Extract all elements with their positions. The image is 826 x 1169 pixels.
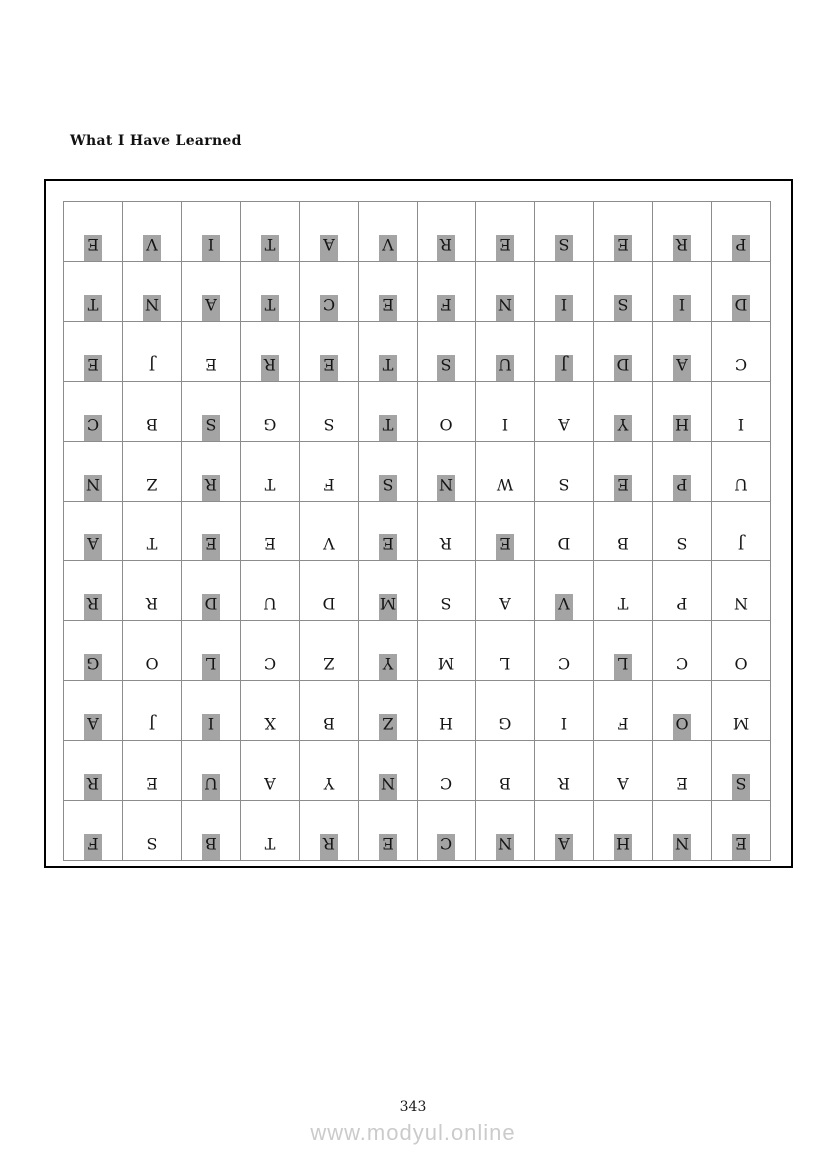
grid-cell — [594, 322, 653, 382]
grid-cell — [535, 681, 594, 741]
grid-letter: S — [379, 475, 397, 501]
grid-letter: E — [614, 235, 632, 261]
grid-row — [64, 741, 771, 801]
grid-letter: C — [263, 654, 276, 674]
grid-cell — [359, 322, 418, 382]
grid-cell — [300, 561, 359, 621]
grid-cell — [359, 382, 418, 442]
grid-cell — [594, 561, 653, 621]
grid-letter: N — [84, 475, 102, 501]
grid-cell — [476, 621, 535, 681]
grid-letter: C — [440, 774, 453, 794]
grid-cell — [300, 202, 359, 262]
grid-letter: T — [617, 594, 629, 614]
grid-cell — [535, 502, 594, 562]
grid-cell — [123, 202, 182, 262]
grid-cell — [64, 561, 123, 621]
grid-letter: N — [734, 594, 749, 614]
grid-cell — [653, 502, 712, 562]
grid-letter: R — [320, 834, 338, 860]
grid-cell — [653, 801, 712, 861]
grid-cell — [594, 382, 653, 442]
grid-letter: T — [84, 295, 102, 321]
grid-letter: S — [441, 594, 452, 614]
grid-cell — [712, 442, 771, 502]
grid-cell — [418, 561, 477, 621]
grid-letter: Z — [379, 714, 397, 740]
grid-letter: E — [496, 235, 514, 261]
grid-cell — [712, 741, 771, 801]
grid-letter: I — [555, 295, 573, 321]
grid-cell — [123, 262, 182, 322]
grid-letter: H — [673, 415, 691, 441]
grid-cell — [653, 262, 712, 322]
grid-letter: A — [263, 774, 276, 794]
grid-cell — [535, 741, 594, 801]
grid-cell — [418, 322, 477, 382]
grid-cell — [476, 262, 535, 322]
grid-cell — [418, 202, 477, 262]
grid-cell — [123, 801, 182, 861]
grid-letter: C — [437, 834, 455, 860]
grid-cell — [653, 442, 712, 502]
grid-cell — [241, 741, 300, 801]
grid-cell — [535, 561, 594, 621]
grid-letter: E — [732, 834, 750, 860]
grid-letter: O — [673, 714, 691, 740]
grid-letter: T — [379, 355, 397, 381]
grid-cell — [182, 561, 241, 621]
grid-cell — [123, 681, 182, 741]
grid-cell — [712, 262, 771, 322]
grid-cell — [594, 262, 653, 322]
grid-letter: R — [84, 594, 102, 620]
grid-cell — [476, 502, 535, 562]
grid-letter: O — [439, 414, 454, 434]
grid-cell — [241, 681, 300, 741]
grid-cell — [182, 382, 241, 442]
grid-cell — [300, 801, 359, 861]
grid-letter: S — [323, 414, 335, 434]
grid-cell — [476, 681, 535, 741]
grid-letter: R — [440, 534, 453, 554]
grid-letter: S — [437, 355, 455, 381]
grid-letter: B — [202, 834, 220, 860]
grid-cell — [535, 262, 594, 322]
grid-cell — [712, 681, 771, 741]
grid-cell — [712, 202, 771, 262]
grid-cell — [300, 621, 359, 681]
grid-letter: U — [262, 594, 277, 614]
grid-letter: A — [558, 414, 571, 434]
grid-cell — [300, 382, 359, 442]
grid-letter: Y — [379, 654, 397, 680]
grid-cell — [418, 741, 477, 801]
grid-row — [64, 621, 771, 681]
grid-letter: S — [555, 235, 573, 261]
grid-cell — [359, 442, 418, 502]
grid-letter: T — [264, 833, 276, 853]
grid-letter: D — [322, 594, 336, 614]
grid-letter: N — [673, 834, 691, 860]
grid-cell — [535, 382, 594, 442]
grid-cell — [359, 202, 418, 262]
grid-cell — [359, 801, 418, 861]
grid-cell — [712, 502, 771, 562]
grid-letter: N — [379, 774, 397, 800]
grid-cell — [594, 741, 653, 801]
grid-letter: N — [496, 834, 514, 860]
grid-letter: C — [320, 295, 338, 321]
grid-cell — [594, 202, 653, 262]
grid-row — [64, 561, 771, 621]
grid-cell — [64, 322, 123, 382]
grid-cell — [182, 681, 241, 741]
page-number: 343 — [399, 1099, 427, 1115]
grid-cell — [418, 502, 477, 562]
grid-cell — [300, 502, 359, 562]
grid-letter: A — [84, 534, 102, 560]
grid-letter: A — [617, 774, 630, 794]
grid-cell — [712, 561, 771, 621]
grid-cell — [182, 741, 241, 801]
grid-cell — [241, 442, 300, 502]
grid-cell — [182, 322, 241, 382]
grid-letter: W — [497, 474, 514, 494]
grid-cell — [476, 741, 535, 801]
grid-cell — [300, 442, 359, 502]
grid-letter: D — [202, 594, 220, 620]
grid-cell — [64, 741, 123, 801]
grid-letter: U — [734, 474, 748, 494]
grid-letter: J — [148, 714, 156, 734]
grid-letter: E — [614, 475, 632, 501]
grid-letter: G — [84, 654, 102, 680]
grid-cell — [64, 442, 123, 502]
grid-cell — [418, 262, 477, 322]
grid-cell — [241, 801, 300, 861]
grid-cell — [476, 382, 535, 442]
grid-cell — [535, 442, 594, 502]
grid-cell — [418, 442, 477, 502]
grid-letter: M — [438, 654, 455, 674]
grid-cell — [653, 621, 712, 681]
grid-letter: E — [263, 534, 276, 554]
grid-letter: A — [555, 834, 573, 860]
grid-cell — [64, 681, 123, 741]
grid-letter: R — [84, 774, 102, 800]
grid-letter: U — [496, 355, 514, 381]
grid-row — [64, 502, 771, 562]
grid-letter: N — [143, 295, 161, 321]
page-title: What I Have Learned — [70, 133, 242, 149]
grid-cell — [182, 502, 241, 562]
grid-letter: N — [437, 475, 455, 501]
grid-letter: A — [320, 235, 338, 261]
grid-row — [64, 202, 771, 262]
grid-cell — [123, 621, 182, 681]
grid-letter: C — [676, 654, 689, 674]
grid-letter: A — [84, 714, 102, 740]
grid-cell — [241, 322, 300, 382]
grid-cell — [653, 202, 712, 262]
grid-cell — [712, 322, 771, 382]
grid-letter: E — [146, 774, 158, 794]
grid-cell — [241, 202, 300, 262]
grid-cell — [653, 561, 712, 621]
grid-letter: D — [614, 355, 632, 381]
grid-cell — [182, 442, 241, 502]
grid-row — [64, 442, 771, 502]
grid-row — [64, 382, 771, 442]
grid-letter: Z — [323, 654, 335, 674]
grid-cell — [123, 382, 182, 442]
grid-cell — [653, 382, 712, 442]
grid-cell — [300, 681, 359, 741]
grid-letter: F — [323, 474, 335, 494]
grid-letter: R — [437, 235, 455, 261]
grid-cell — [476, 442, 535, 502]
grid-cell — [476, 801, 535, 861]
grid-letter: M — [732, 714, 750, 734]
grid-letter: R — [558, 774, 571, 794]
grid-letter: B — [499, 774, 512, 794]
grid-cell — [64, 382, 123, 442]
grid-cell — [241, 382, 300, 442]
grid-letter: E — [379, 534, 397, 560]
grid-letter: A — [673, 355, 691, 381]
grid-cell — [594, 442, 653, 502]
grid-letter: E — [84, 235, 102, 261]
grid-letter: V — [322, 534, 335, 554]
grid-letter: U — [202, 774, 220, 800]
grid-cell — [64, 202, 123, 262]
grid-cell — [64, 621, 123, 681]
grid-cell — [300, 322, 359, 382]
grid-letter: T — [261, 235, 279, 261]
grid-letter: V — [555, 594, 573, 620]
grid-letter: E — [84, 355, 102, 381]
grid-cell — [123, 502, 182, 562]
grid-letter: L — [500, 654, 511, 674]
grid-letter: O — [734, 654, 748, 674]
grid-cell — [712, 801, 771, 861]
grid-letter: G — [499, 714, 512, 734]
grid-cell — [476, 561, 535, 621]
grid-letter: L — [614, 654, 632, 680]
grid-letter: H — [439, 714, 454, 734]
grid-letter: I — [673, 295, 691, 321]
grid-cell — [241, 262, 300, 322]
grid-letter: X — [264, 714, 276, 734]
grid-letter: E — [204, 354, 217, 374]
grid-letter: E — [676, 774, 689, 794]
grid-letter: C — [84, 415, 102, 441]
grid-letter: A — [202, 295, 220, 321]
grid-cell — [64, 801, 123, 861]
grid-row — [64, 322, 771, 382]
grid-letter: E — [496, 534, 514, 560]
grid-cell — [418, 801, 477, 861]
grid-cell — [64, 502, 123, 562]
grid-letter: I — [202, 714, 220, 740]
grid-letter: V — [379, 235, 397, 261]
grid-letter: Z — [146, 474, 158, 494]
grid-cell — [418, 382, 477, 442]
grid-cell — [300, 741, 359, 801]
grid-letter: Y — [614, 415, 632, 441]
grid-letter: B — [617, 534, 630, 554]
grid-cell — [418, 621, 477, 681]
grid-letter: T — [264, 474, 276, 494]
grid-cell — [241, 502, 300, 562]
grid-letter: E — [202, 534, 220, 560]
grid-cell — [182, 621, 241, 681]
grid-cell — [476, 202, 535, 262]
grid-letter: S — [614, 295, 632, 321]
word-search-grid — [63, 201, 771, 861]
grid-letter: R — [261, 355, 279, 381]
grid-cell — [535, 202, 594, 262]
grid-letter: F — [617, 714, 629, 734]
grid-letter: B — [146, 414, 158, 434]
grid-cell — [476, 322, 535, 382]
grid-letter: T — [261, 295, 279, 321]
grid-letter: V — [143, 235, 161, 261]
grid-cell — [359, 741, 418, 801]
grid-letter: T — [146, 534, 158, 554]
grid-cell — [300, 262, 359, 322]
grid-cell — [712, 621, 771, 681]
grid-letter: J — [148, 354, 156, 374]
grid-letter: P — [673, 475, 691, 501]
grid-cell — [123, 442, 182, 502]
grid-letter: I — [737, 414, 745, 434]
grid-cell — [594, 681, 653, 741]
watermark: www.modyul.online — [310, 1120, 516, 1145]
grid-letter: B — [322, 714, 335, 734]
grid-cell — [712, 382, 771, 442]
grid-letter: J — [737, 534, 745, 554]
grid-letter: O — [145, 654, 159, 674]
grid-cell — [64, 262, 123, 322]
grid-cell — [653, 681, 712, 741]
grid-letter: S — [676, 534, 688, 554]
grid-cell — [653, 322, 712, 382]
grid-letter: E — [379, 295, 397, 321]
grid-cell — [182, 801, 241, 861]
grid-cell — [594, 502, 653, 562]
grid-letter: F — [437, 295, 455, 321]
grid-cell — [594, 801, 653, 861]
grid-letter: R — [673, 235, 691, 261]
grid-letter: P — [676, 594, 688, 614]
grid-letter: N — [496, 295, 514, 321]
grid-cell — [182, 262, 241, 322]
grid-cell — [359, 621, 418, 681]
grid-cell — [535, 801, 594, 861]
grid-letter: D — [557, 534, 571, 554]
grid-cell — [123, 322, 182, 382]
grid-letter: S — [558, 474, 570, 494]
grid-cell — [359, 681, 418, 741]
grid-letter: J — [555, 355, 573, 381]
grid-cell — [418, 681, 477, 741]
grid-letter: I — [502, 414, 509, 434]
grid-cell — [123, 561, 182, 621]
grid-row — [64, 681, 771, 741]
grid-letter: S — [146, 833, 158, 853]
grid-cell — [594, 621, 653, 681]
grid-letter: H — [614, 834, 632, 860]
grid-cell — [535, 322, 594, 382]
grid-letter: R — [202, 475, 220, 501]
grid-cell — [535, 621, 594, 681]
grid-cell — [182, 202, 241, 262]
grid-letter: D — [732, 295, 750, 321]
grid-letter: I — [561, 714, 568, 734]
grid-cell — [359, 262, 418, 322]
grid-letter: G — [263, 414, 277, 434]
grid-letter: E — [379, 834, 397, 860]
grid-letter: T — [379, 415, 397, 441]
grid-letter: Y — [323, 774, 334, 794]
grid-letter: S — [732, 774, 750, 800]
grid-letter: I — [202, 235, 220, 261]
grid-cell — [123, 741, 182, 801]
grid-letter: F — [84, 834, 102, 860]
grid-cell — [653, 741, 712, 801]
grid-cell — [359, 561, 418, 621]
grid-letter: S — [202, 415, 220, 441]
grid-letter: A — [499, 594, 512, 614]
grid-letter: P — [732, 235, 750, 261]
grid-letter: L — [202, 654, 220, 680]
grid-cell — [241, 561, 300, 621]
grid-cell — [241, 621, 300, 681]
grid-letter: M — [379, 594, 397, 620]
grid-letter: C — [734, 354, 748, 374]
grid-letter: C — [558, 654, 571, 674]
grid-row — [64, 801, 771, 861]
grid-cell — [359, 502, 418, 562]
grid-letter: E — [320, 355, 338, 381]
grid-letter: R — [145, 594, 158, 614]
grid-row — [64, 262, 771, 322]
